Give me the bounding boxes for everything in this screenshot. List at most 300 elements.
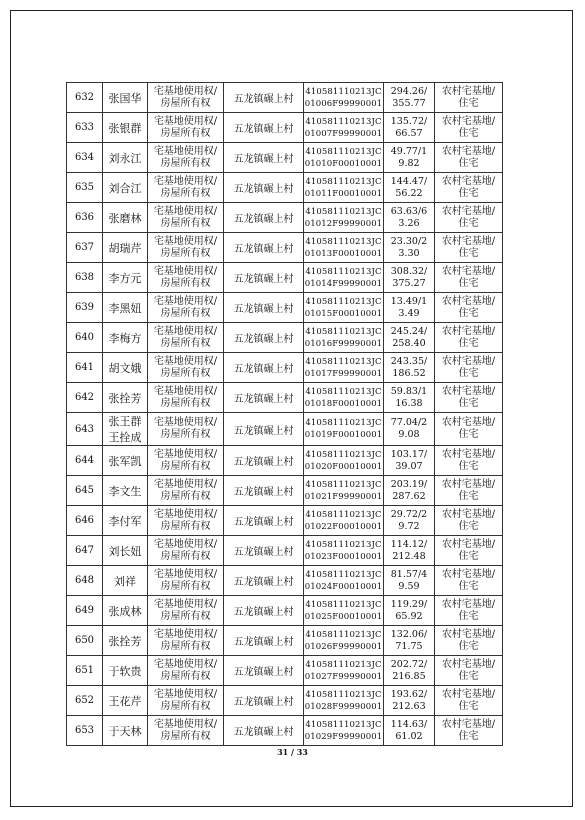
right-type-line: 房屋所有权	[160, 460, 211, 472]
land-use-line: 农村宅基地/	[441, 598, 496, 610]
location-cell: 五龙镇碾上村	[224, 83, 304, 113]
right-type-line: 房屋所有权	[160, 580, 211, 592]
area-line: 114.63/	[390, 718, 428, 730]
right-type-line: 宅基地使用权/	[153, 538, 218, 550]
land-use-line: 住宅	[458, 730, 479, 742]
table-row	[67, 233, 503, 263]
row-number-cell: 635	[67, 173, 103, 203]
area-line: 186.52	[392, 367, 426, 379]
unit-code-line: 01025F00010001	[304, 611, 383, 622]
owner-name-line: 李梅方	[108, 331, 142, 345]
right-type-cell	[148, 383, 224, 413]
owner-name-line: 胡瑞芹	[108, 241, 142, 255]
right-type-line: 宅基地使用权/	[153, 658, 218, 670]
area-cell	[384, 353, 435, 383]
right-type-cell	[148, 323, 224, 353]
right-type-line: 房屋所有权	[160, 187, 211, 199]
right-type-line: 宅基地使用权/	[153, 478, 218, 490]
location-cell: 五龙镇碾上村	[224, 383, 304, 413]
unit-code-line: 410581110213JC	[305, 266, 382, 277]
land-use-line: 住宅	[458, 460, 479, 472]
row-number-cell: 637	[67, 233, 103, 263]
table-row	[67, 353, 503, 383]
unit-code-line: 410581110213JC	[305, 719, 382, 730]
area-line: 294.26/	[390, 85, 428, 97]
area-line: 77.04/2	[390, 417, 428, 428]
owner-name-line: 刘长妞	[108, 544, 142, 558]
land-use-line: 住宅	[458, 367, 479, 379]
land-use-line: 住宅	[458, 307, 479, 319]
area-cell	[384, 476, 435, 506]
land-use-line: 农村宅基地/	[441, 325, 496, 337]
unit-code-cell	[304, 293, 384, 323]
area-line: 243.35/	[390, 355, 428, 367]
area-line: 9.59	[398, 580, 420, 592]
area-line: 287.62	[392, 490, 426, 502]
land-use-line: 住宅	[458, 640, 479, 652]
land-use-line: 住宅	[458, 217, 479, 229]
row-number-cell: 632	[67, 83, 103, 113]
owner-name-line: 于软贵	[108, 664, 142, 678]
unit-code-line: 01027F99990001	[304, 671, 383, 682]
land-use-cell	[435, 596, 503, 626]
land-use-line: 住宅	[458, 337, 479, 349]
unit-code-line: 01029F99990001	[304, 731, 383, 742]
location-cell: 五龙镇碾上村	[224, 716, 304, 746]
land-use-line: 农村宅基地/	[441, 115, 496, 127]
unit-code-cell	[304, 353, 384, 383]
area-line: 103.17/	[390, 448, 428, 460]
right-type-line: 宅基地使用权/	[153, 295, 218, 307]
owner-name-line: 张国华	[108, 91, 142, 105]
table-row	[67, 626, 503, 656]
unit-code-line: 01019F00010001	[304, 430, 383, 440]
area-line: 114.12/	[390, 538, 428, 550]
location-cell: 五龙镇碾上村	[224, 233, 304, 263]
right-type-line: 宅基地使用权/	[153, 175, 218, 187]
owner-name-cell	[103, 626, 148, 656]
land-use-cell	[435, 383, 503, 413]
right-type-line: 宅基地使用权/	[153, 145, 218, 157]
right-type-cell	[148, 716, 224, 746]
area-line: 355.77	[392, 97, 426, 109]
table-row	[67, 83, 503, 113]
right-type-line: 房屋所有权	[160, 367, 211, 379]
unit-code-cell	[304, 143, 384, 173]
table-row	[67, 716, 503, 746]
right-type-line: 宅基地使用权/	[153, 508, 218, 520]
area-line: 13.49/1	[390, 295, 428, 307]
area-line: 308.32/	[390, 265, 428, 277]
owner-name-line: 刘祥	[114, 574, 136, 588]
land-use-cell	[435, 173, 503, 203]
owner-name-line: 李文生	[108, 484, 142, 498]
land-use-line: 农村宅基地/	[441, 568, 496, 580]
area-line: 193.62/	[390, 688, 428, 700]
right-type-cell	[148, 353, 224, 383]
land-use-cell	[435, 233, 503, 263]
area-cell	[384, 656, 435, 686]
unit-code-line: 410581110213JC	[305, 509, 382, 520]
unit-code-line: 410581110213JC	[305, 449, 382, 460]
unit-code-line: 410581110213JC	[305, 236, 382, 247]
location-cell: 五龙镇碾上村	[224, 596, 304, 626]
right-type-line: 宅基地使用权/	[153, 718, 218, 730]
land-use-cell	[435, 566, 503, 596]
right-type-line: 房屋所有权	[160, 127, 211, 139]
unit-code-line: 410581110213JC	[305, 296, 382, 307]
unit-code-line: 01017F99990001	[304, 368, 383, 379]
owner-name-cell	[103, 113, 148, 143]
unit-code-line: 410581110213JC	[305, 326, 382, 337]
area-cell	[384, 686, 435, 716]
owner-name-cell	[103, 383, 148, 413]
area-line: 65.92	[395, 610, 423, 622]
location-cell: 五龙镇碾上村	[224, 353, 304, 383]
unit-code-cell	[304, 596, 384, 626]
land-use-cell	[435, 323, 503, 353]
table-row	[67, 173, 503, 203]
land-use-line: 农村宅基地/	[441, 205, 496, 217]
unit-code-line: 410581110213JC	[305, 386, 382, 397]
right-type-line: 房屋所有权	[160, 397, 211, 409]
right-type-line: 房屋所有权	[160, 157, 211, 169]
location-cell: 五龙镇碾上村	[224, 476, 304, 506]
unit-code-line: 01020F00010001	[304, 461, 383, 472]
land-use-cell	[435, 83, 503, 113]
right-type-line: 房屋所有权	[160, 307, 211, 319]
land-use-line: 住宅	[458, 520, 479, 532]
right-type-line: 房屋所有权	[160, 610, 211, 622]
owner-name-cell	[103, 596, 148, 626]
right-type-cell	[148, 566, 224, 596]
land-use-line: 住宅	[458, 97, 479, 109]
unit-code-line: 01021F99990001	[304, 491, 383, 502]
land-use-cell	[435, 626, 503, 656]
area-line: 144.47/	[390, 175, 428, 187]
land-use-line: 住宅	[458, 429, 479, 440]
unit-code-cell	[304, 566, 384, 596]
right-type-line: 宅基地使用权/	[153, 325, 218, 337]
unit-code-cell	[304, 656, 384, 686]
table-row	[67, 203, 503, 233]
right-type-cell	[148, 263, 224, 293]
row-number-cell: 646	[67, 506, 103, 536]
row-number-cell: 641	[67, 353, 103, 383]
unit-code-line: 410581110213JC	[305, 116, 382, 127]
unit-code-line: 410581110213JC	[305, 176, 382, 187]
land-use-line: 农村宅基地/	[441, 295, 496, 307]
location-cell: 五龙镇碾上村	[224, 566, 304, 596]
unit-code-line: 01022F00010001	[304, 521, 383, 532]
right-type-line: 房屋所有权	[160, 97, 211, 109]
unit-code-line: 410581110213JC	[305, 86, 382, 97]
unit-code-cell	[304, 203, 384, 233]
land-use-cell	[435, 446, 503, 476]
land-use-cell	[435, 656, 503, 686]
owner-name-cell	[103, 233, 148, 263]
area-line: 119.29/	[390, 598, 428, 610]
unit-code-line: 01007F99990001	[304, 128, 383, 139]
unit-code-line: 01015F00010001	[304, 308, 383, 319]
owner-name-cell	[103, 566, 148, 596]
right-type-line: 房屋所有权	[160, 217, 211, 229]
area-line: 81.57/4	[390, 568, 428, 580]
area-line: 3.30	[398, 247, 420, 259]
row-number-cell: 648	[67, 566, 103, 596]
unit-code-line: 410581110213JC	[305, 659, 382, 670]
area-line: 216.85	[392, 670, 426, 682]
row-number-cell: 633	[67, 113, 103, 143]
row-number-cell: 653	[67, 716, 103, 746]
unit-code-cell	[304, 83, 384, 113]
location-cell: 五龙镇碾上村	[224, 143, 304, 173]
owner-name-cell	[103, 203, 148, 233]
right-type-cell	[148, 83, 224, 113]
unit-code-cell	[304, 113, 384, 143]
area-cell	[384, 446, 435, 476]
land-use-cell	[435, 113, 503, 143]
right-type-cell	[148, 233, 224, 263]
location-cell: 五龙镇碾上村	[224, 536, 304, 566]
area-line: 23.30/2	[390, 235, 428, 247]
area-cell	[384, 263, 435, 293]
land-use-line: 住宅	[458, 187, 479, 199]
table-row	[67, 536, 503, 566]
location-cell: 五龙镇碾上村	[224, 293, 304, 323]
owner-name-line: 李付军	[108, 514, 142, 528]
area-cell	[384, 536, 435, 566]
land-use-line: 农村宅基地/	[441, 508, 496, 520]
owner-name-line: 于天林	[108, 724, 142, 738]
right-type-cell	[148, 506, 224, 536]
location-cell: 五龙镇碾上村	[224, 656, 304, 686]
land-use-cell	[435, 686, 503, 716]
land-use-cell	[435, 716, 503, 746]
owner-name-line: 张成林	[108, 604, 142, 618]
area-line: 3.26	[398, 217, 420, 229]
right-type-cell	[148, 476, 224, 506]
right-type-cell	[148, 173, 224, 203]
unit-code-line: 01006F99990001	[304, 98, 383, 109]
owner-name-cell	[103, 173, 148, 203]
right-type-cell	[148, 203, 224, 233]
owner-name-line: 王花芹	[108, 694, 142, 708]
area-line: 3.49	[398, 307, 420, 319]
area-line: 59.83/1	[390, 385, 428, 397]
row-number-cell: 650	[67, 626, 103, 656]
location-cell: 五龙镇碾上村	[224, 323, 304, 353]
land-use-line: 农村宅基地/	[441, 417, 496, 428]
right-type-line: 房屋所有权	[160, 730, 211, 742]
unit-code-cell	[304, 323, 384, 353]
owner-name-line: 刘合江	[108, 181, 142, 195]
table-row	[67, 323, 503, 353]
right-type-line: 宅基地使用权/	[153, 205, 218, 217]
row-number-cell: 649	[67, 596, 103, 626]
row-number-cell: 652	[67, 686, 103, 716]
area-cell	[384, 383, 435, 413]
area-line: 245.24/	[390, 325, 428, 337]
unit-code-cell	[304, 536, 384, 566]
land-use-line: 农村宅基地/	[441, 85, 496, 97]
land-use-line: 农村宅基地/	[441, 478, 496, 490]
land-use-line: 住宅	[458, 397, 479, 409]
area-line: 39.07	[395, 460, 423, 472]
unit-code-cell	[304, 233, 384, 263]
row-number-cell: 640	[67, 323, 103, 353]
table-row	[67, 413, 503, 446]
area-cell	[384, 716, 435, 746]
right-type-line: 宅基地使用权/	[153, 568, 218, 580]
row-number-cell: 645	[67, 476, 103, 506]
area-line: 212.48	[392, 550, 426, 562]
area-line: 9.72	[398, 520, 420, 532]
table-row	[67, 476, 503, 506]
row-number-cell: 636	[67, 203, 103, 233]
area-line: 9.82	[398, 157, 420, 169]
right-type-line: 房屋所有权	[160, 700, 211, 712]
unit-code-cell	[304, 446, 384, 476]
area-cell	[384, 173, 435, 203]
owner-name-cell	[103, 143, 148, 173]
right-type-cell	[148, 626, 224, 656]
owner-name-line: 张磨林	[108, 211, 142, 225]
area-cell	[384, 233, 435, 263]
row-number-cell: 634	[67, 143, 103, 173]
area-line: 202.72/	[390, 658, 428, 670]
owner-name-line: 张王群	[108, 415, 142, 428]
table-row	[67, 446, 503, 476]
unit-code-line: 410581110213JC	[305, 599, 382, 610]
owner-name-line: 胡文娥	[108, 361, 142, 375]
owner-name-cell	[103, 263, 148, 293]
unit-code-cell	[304, 173, 384, 203]
right-type-line: 房屋所有权	[160, 277, 211, 289]
area-line: 135.72/	[390, 115, 428, 127]
owner-name-cell	[103, 446, 148, 476]
unit-code-line: 410581110213JC	[305, 356, 382, 367]
right-type-cell	[148, 686, 224, 716]
area-line: 56.22	[395, 187, 423, 199]
owner-name-cell	[103, 536, 148, 566]
land-use-line: 住宅	[458, 277, 479, 289]
owner-name-cell	[103, 506, 148, 536]
land-use-line: 住宅	[458, 127, 479, 139]
right-type-cell	[148, 596, 224, 626]
area-line: 212.63	[392, 700, 426, 712]
land-use-line: 住宅	[458, 550, 479, 562]
right-type-line: 房屋所有权	[160, 429, 211, 440]
unit-code-line: 01016F99990001	[304, 338, 383, 349]
area-cell	[384, 113, 435, 143]
owner-name-cell	[103, 686, 148, 716]
right-type-line: 宅基地使用权/	[153, 235, 218, 247]
owner-name-cell	[103, 353, 148, 383]
land-use-line: 农村宅基地/	[441, 658, 496, 670]
right-type-cell	[148, 656, 224, 686]
owner-name-cell	[103, 716, 148, 746]
area-cell	[384, 323, 435, 353]
row-number-cell: 647	[67, 536, 103, 566]
owner-name-line: 刘永江	[108, 151, 142, 165]
owner-name-line: 张拴芳	[108, 391, 142, 405]
location-cell: 五龙镇碾上村	[224, 113, 304, 143]
area-line: 203.19/	[390, 478, 428, 490]
location-cell: 五龙镇碾上村	[224, 506, 304, 536]
unit-code-line: 01012F99990001	[304, 218, 383, 229]
area-line: 63.63/6	[390, 205, 428, 217]
unit-code-cell	[304, 506, 384, 536]
area-cell	[384, 413, 435, 446]
land-use-line: 农村宅基地/	[441, 628, 496, 640]
owner-name-line: 李黑妞	[108, 301, 142, 315]
table-row	[67, 143, 503, 173]
row-number-cell: 644	[67, 446, 103, 476]
area-cell	[384, 203, 435, 233]
right-type-line: 房屋所有权	[160, 490, 211, 502]
unit-code-line: 01013F00010001	[304, 248, 383, 259]
unit-code-cell	[304, 413, 384, 446]
unit-code-line: 01010F00010001	[304, 158, 383, 169]
land-use-line: 住宅	[458, 670, 479, 682]
unit-code-line: 01028F99990001	[304, 701, 383, 712]
row-number-cell: 638	[67, 263, 103, 293]
right-type-line: 房屋所有权	[160, 520, 211, 532]
right-type-cell	[148, 536, 224, 566]
right-type-cell	[148, 143, 224, 173]
land-use-cell	[435, 506, 503, 536]
row-number-cell: 651	[67, 656, 103, 686]
area-cell	[384, 293, 435, 323]
land-use-line: 住宅	[458, 700, 479, 712]
right-type-cell	[148, 413, 224, 446]
right-type-line: 宅基地使用权/	[153, 628, 218, 640]
land-use-cell	[435, 203, 503, 233]
row-number-cell: 643	[67, 413, 103, 446]
right-type-line: 房屋所有权	[160, 550, 211, 562]
right-type-line: 宅基地使用权/	[153, 688, 218, 700]
unit-code-line: 410581110213JC	[305, 479, 382, 490]
table-row	[67, 596, 503, 626]
right-type-line: 宅基地使用权/	[153, 355, 218, 367]
unit-code-cell	[304, 716, 384, 746]
owner-name-cell	[103, 293, 148, 323]
land-use-cell	[435, 476, 503, 506]
right-type-cell	[148, 113, 224, 143]
table-row	[67, 566, 503, 596]
right-type-line: 房屋所有权	[160, 670, 211, 682]
table-row	[67, 656, 503, 686]
unit-code-line: 410581110213JC	[305, 689, 382, 700]
owner-name-cell	[103, 476, 148, 506]
land-use-line: 农村宅基地/	[441, 718, 496, 730]
area-line: 258.40	[392, 337, 426, 349]
area-line: 49.77/1	[390, 145, 428, 157]
owner-name-line: 张银群	[108, 121, 142, 135]
unit-code-line: 01018F00010001	[304, 398, 383, 409]
land-use-line: 住宅	[458, 580, 479, 592]
area-line: 71.75	[395, 640, 423, 652]
land-use-cell	[435, 536, 503, 566]
area-cell	[384, 596, 435, 626]
area-line: 66.57	[395, 127, 423, 139]
land-use-line: 农村宅基地/	[441, 145, 496, 157]
land-use-line: 农村宅基地/	[441, 235, 496, 247]
unit-code-line: 01023F00010001	[304, 551, 383, 562]
owner-name-cell	[103, 413, 148, 446]
land-use-line: 农村宅基地/	[441, 355, 496, 367]
